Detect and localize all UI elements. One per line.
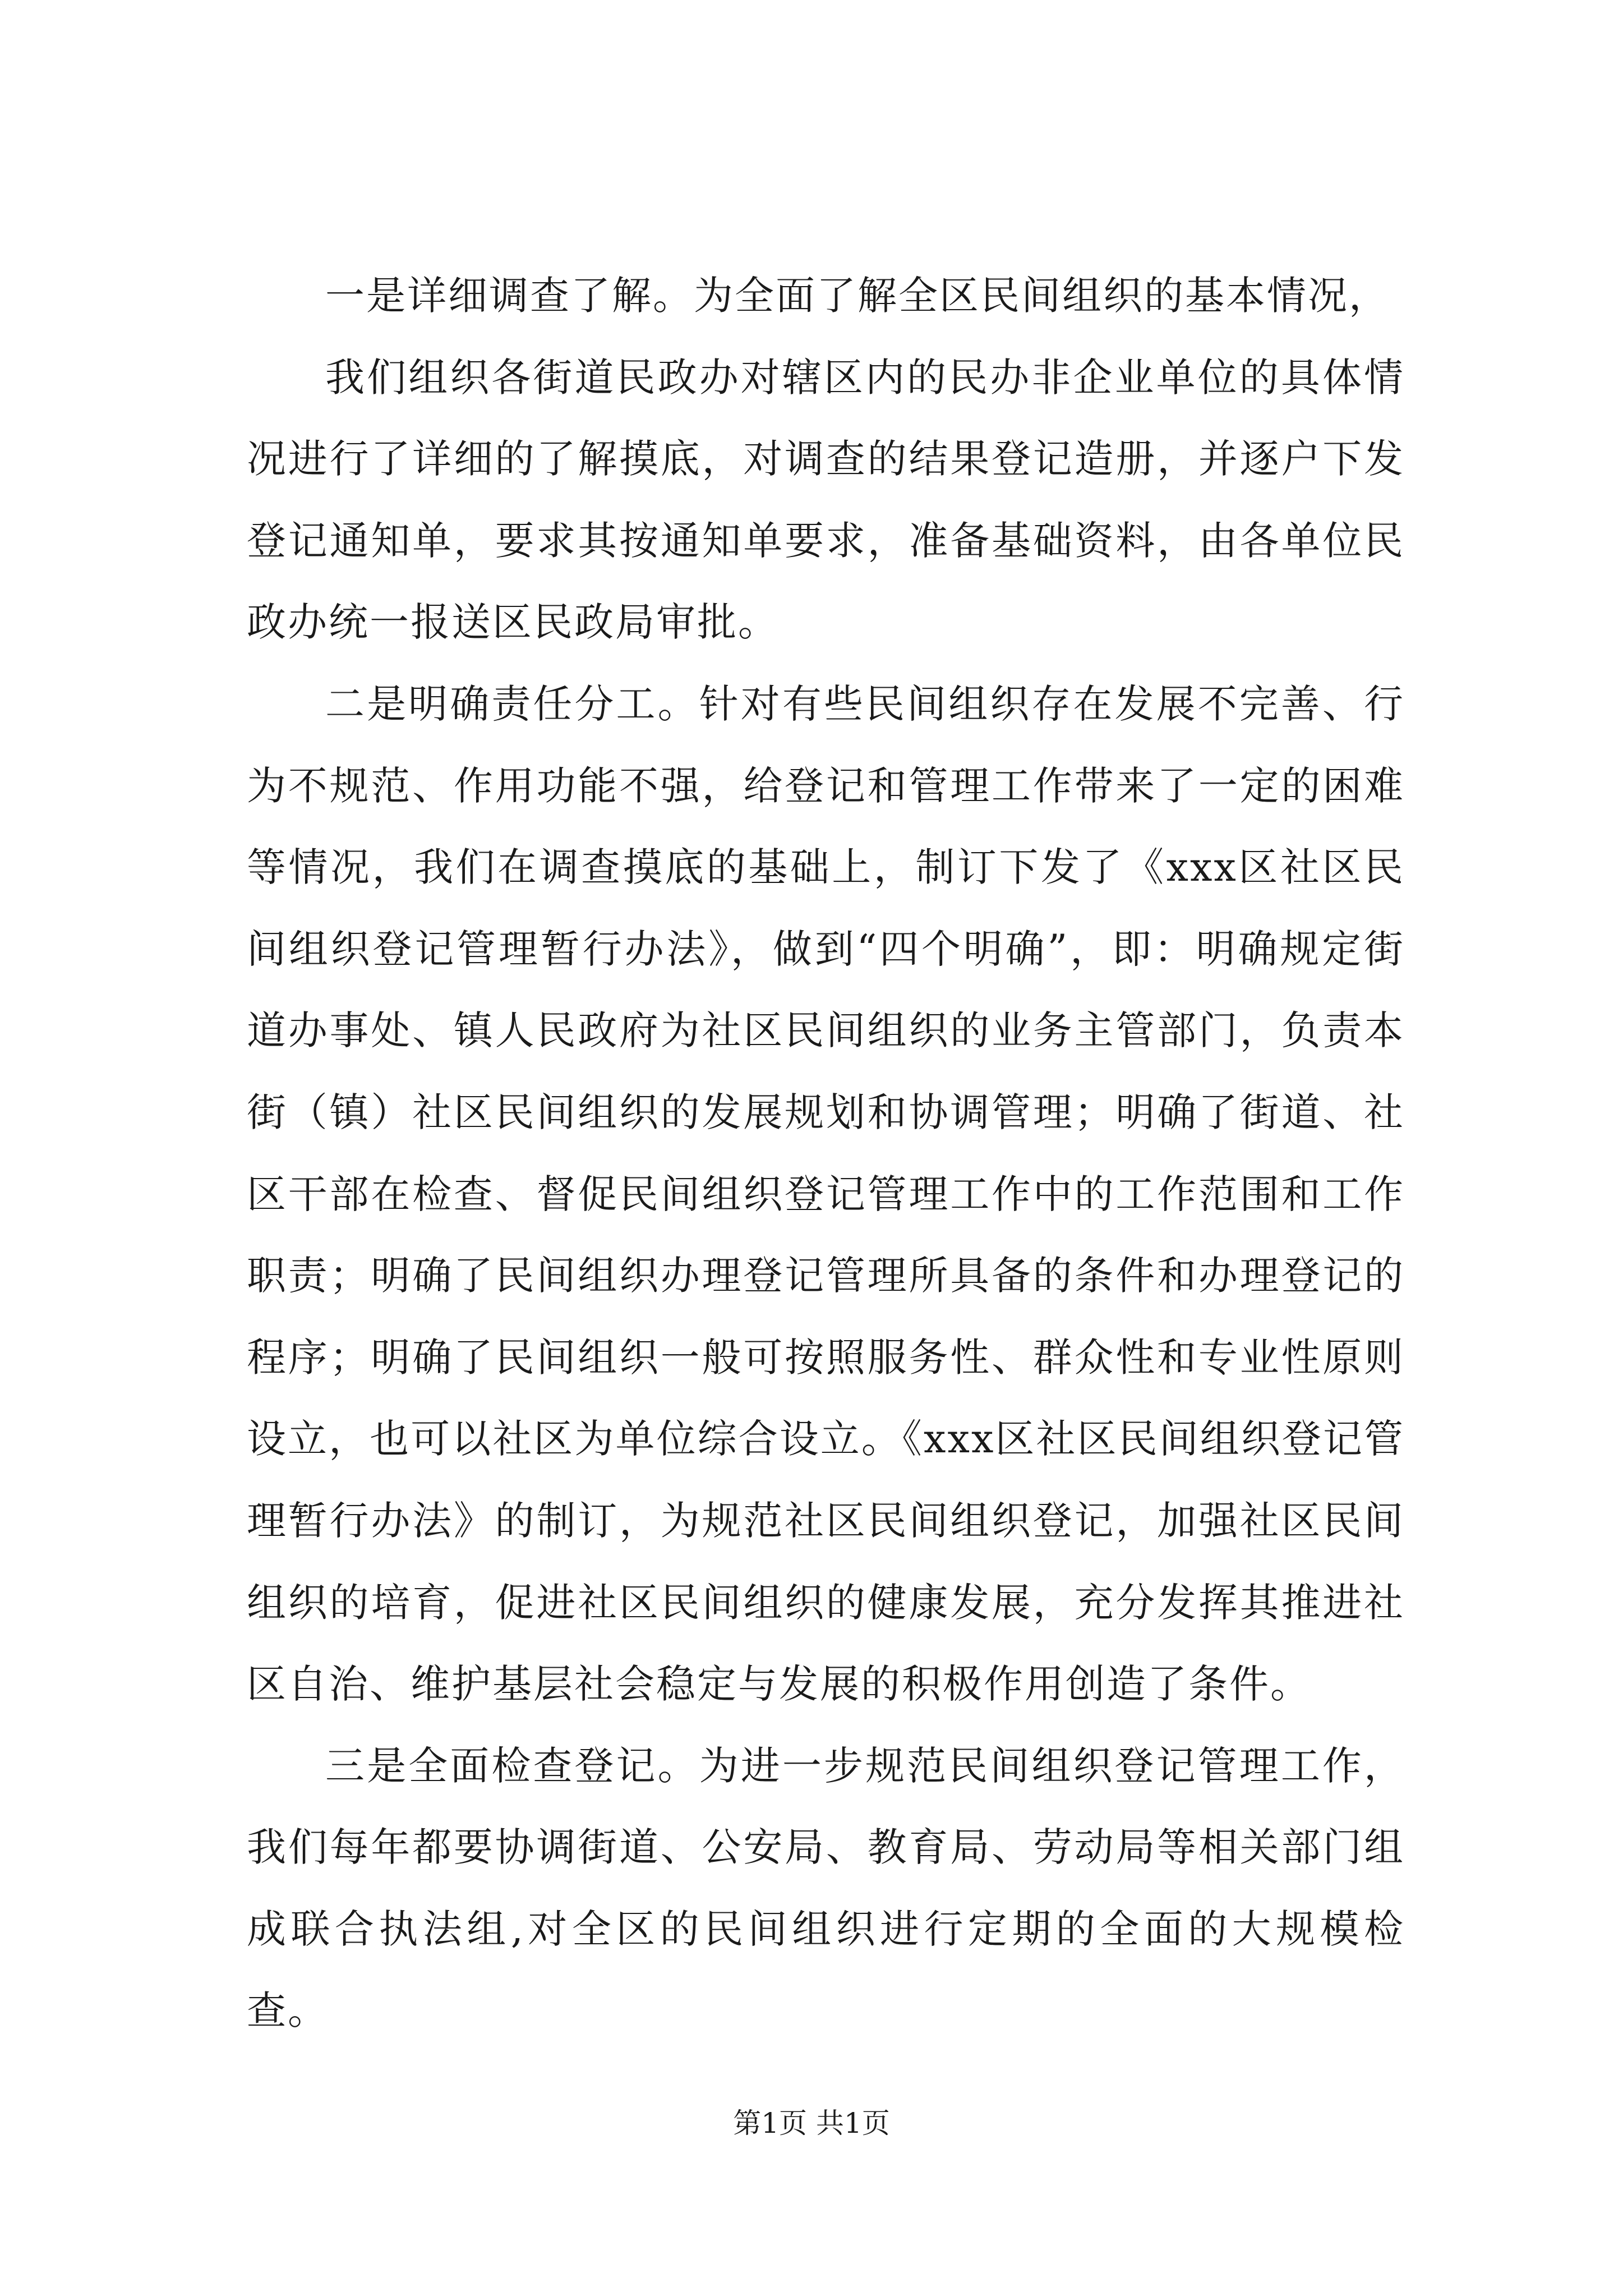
paragraph-4: 三是全面检查登记。为进一步规范民间组织登记管理工作，我们每年都要协调街道、公安局、教育局、劳动局等相关部门组成联合执法组,对全区的民间组织进行定期的全面的大规模检查。: [247, 1742, 1405, 2034]
paragraph-1: 一是详细调查了解。为全面了解全区民间组织的基本情况，: [325, 273, 1390, 319]
paragraph-2: 我们组织各街道民政办对辖区内的民办非企业单位的具体情况进行了详细的了解摸底，对调查的结果登记造册，并逐户下发登记通知单，要求其按通知单要求，准备基础资料，由各单位民政办统一报送区民政局审批。: [247, 354, 1405, 646]
document-body: [247, 255, 1405, 2052]
page-footer: [0, 2104, 1623, 2143]
page-number-label: 第1页 共1页: [733, 2107, 890, 2139]
paragraph-3: 二是明确责任分工。针对有些民间组织存在发展不完善、行为不规范、作用功能不强，给登记和管理工作带来了一定的困难等情况，我们在调查摸底的基础上，制订下发了《xxx区社区民间组织登记管理暂行办法》，做到“四个明确”，即：明确规定街道办事处、镇人民政府为社区民间组织的业务主管部门，负责本街（镇）社区民间组织的发展规划和协调管理；明确了街道、社区干部在检查、督促民间组织登记管理工作中的工作范围和工作职责；明确了民间组织办理登记管理所具备的条件和办理登记的程序；明确了民间组织一般可按照服务性、群众性和专业性原则设立，也可以社区为单位综合设立。《xxx区社区民间组织登记管理暂行办法》的制订，为规范社区民间组织登记，加强社区民间组织的培育，促进社区民间组织的健康发展，充分发挥其推进社区自治、维护基层社会稳定与发展的积极作用创造了条件。: [247, 680, 1405, 1708]
